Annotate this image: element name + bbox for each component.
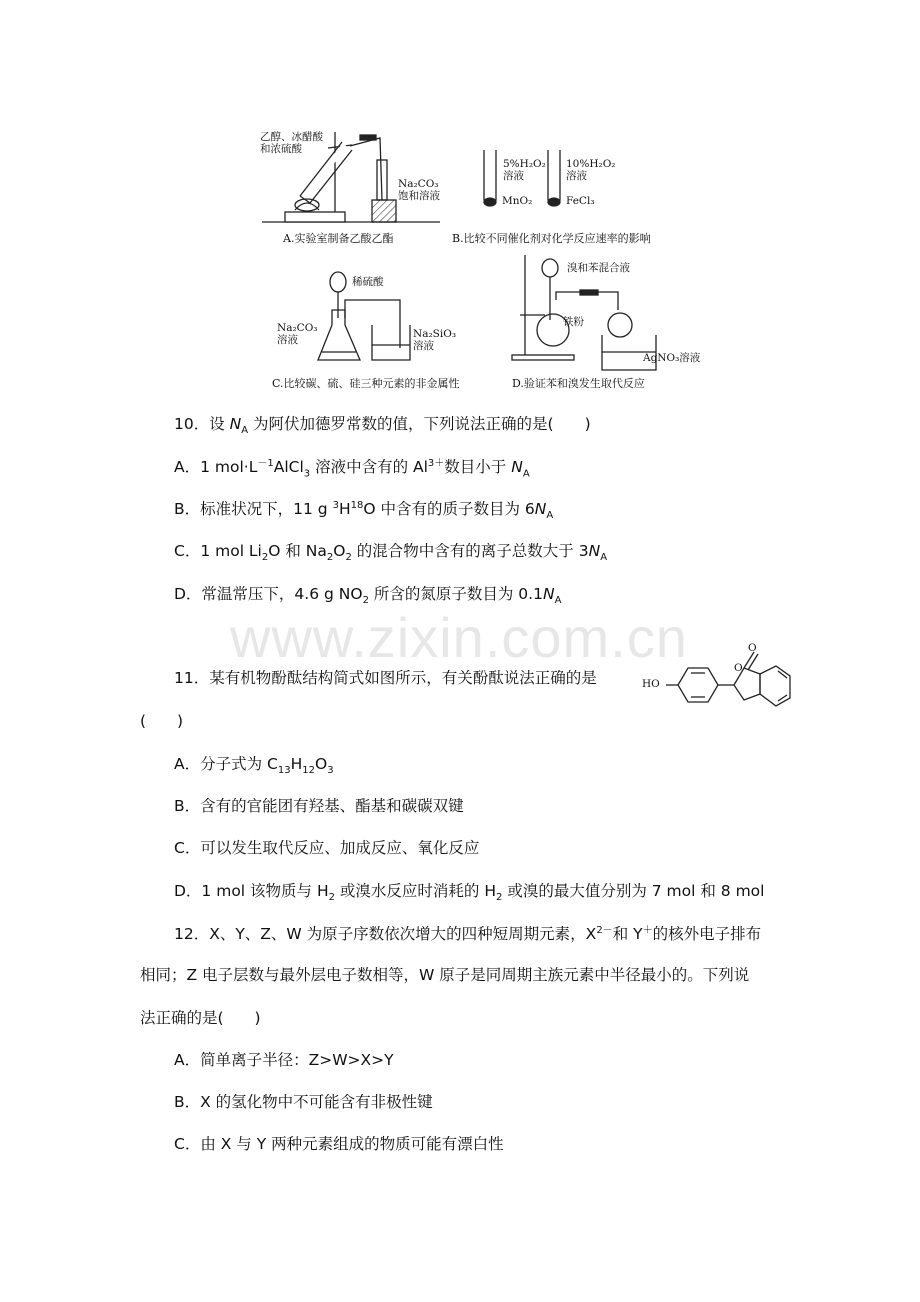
q11-structure-o1: O [748, 642, 757, 654]
q12-stem-line2: 相同；Z 电子层数与最外层电子数相等，W 原子是同周期主族元素中半径最小的。下列说 [140, 966, 750, 984]
q12-option-c: C．由 X 与 Y 两种元素组成的物质可能有漂白性 [174, 1135, 504, 1153]
panel-c-caption: C.比较碳、硫、硅三种元素的非金属性 [272, 377, 460, 390]
q11-option-a: A．分子式为 $C_{13}H_{12}O_3$ [174, 755, 334, 777]
panel-a-label-reagents: 乙醇、冰醋酸 和浓硫酸 [260, 131, 323, 155]
panel-b-tube1-label: 5%H₂O₂ 溶液 [503, 158, 546, 182]
panel-d-caption: D.验证苯和溴发生取代反应 [512, 377, 645, 390]
q11-option-d: D．1 mol 该物质与 $H_2$ 或溴水反应时消耗的 $H_2$ 或溴的最大值分别为 7 mol 和 8 mol [174, 882, 765, 904]
panel-b-caption: B.比较不同催化剂对化学反应速率的影响 [452, 232, 651, 245]
q12-option-b: B．X 的氢化物中不可能含有非极性键 [174, 1093, 433, 1111]
q10-option-d: D．常温常压下，4.6 g $NO_2$ 所含的氮原子数目为 $0.1N_A$ [174, 585, 562, 607]
q11-structure [636, 640, 796, 730]
q11-structure-ho: HO [642, 678, 660, 690]
q12-stem-line1: 12．X、Y、Z、W 为原子序数依次增大的四种短周期元素，$X^{2-}$和 Y＋的核外电子排布 [174, 925, 762, 944]
q10-option-c: C．1 mol $Li_2O$ 和 $Na_2O_2$ 的混合物中含有的离子总数大于 $3N_A$ [174, 542, 608, 564]
panel-b-fecl3-label: FeCl₃ [566, 195, 595, 207]
q11-structure-drawing [636, 640, 796, 730]
q11-option-b: B．含有的官能团有羟基、酯基和碳碳双键 [174, 797, 464, 815]
q10-option-b: B．标准状况下，11 g $^3H^{18}O$ 中含有的质子数目为 $6N_A$ [174, 499, 554, 522]
panel-a-label-na2co3: Na₂CO₃ 饱和溶液 [398, 178, 440, 202]
watermark: www.zixin.com.cn [230, 606, 688, 669]
q12-stem-line3: 法正确的是( ) [140, 1009, 261, 1027]
q11-structure-o2: O [734, 662, 743, 674]
panel-d-iron-label: 铁粉 [563, 316, 584, 328]
panel-c-na2co3-label: Na₂CO₃ 溶液 [277, 322, 318, 346]
panel-c-na2sio3-label: Na₂SiO₃ 溶液 [413, 328, 457, 352]
panel-d-mix-label: 溴和苯混合液 [567, 262, 630, 274]
apparatus-drawing [0, 0, 920, 400]
q10-stem: 10．设 $N_A$ 为阿伏加德罗常数的值，下列说法正确的是( ) [174, 415, 591, 437]
q10-option-a: A．1 $mol\cdot L^{-1}AlCl_3$ 溶液中含有的 $Al^{3+}$数目小于 $N_A$ [174, 458, 530, 480]
q11-stem: 11．某有机物酚酞结构简式如图所示，有关酚酞说法正确的是 [174, 669, 597, 687]
panel-b-tube2-label: 10%H₂O₂ 溶液 [566, 158, 616, 182]
panel-a-caption: A.实验室制备乙酸乙酯 [283, 232, 394, 245]
panel-d-agno3-label: AgNO₃溶液 [643, 352, 701, 364]
panel-b-mno2-label: MnO₂ [502, 195, 533, 207]
q11-paren: ( ) [140, 712, 184, 730]
q11-option-c: C．可以发生取代反应、加成反应、氧化反应 [174, 839, 480, 857]
panel-c-acid-label: 稀硫酸 [352, 276, 384, 288]
q12-option-a: A．简单离子半径：Z>W>X>Y [174, 1051, 394, 1069]
